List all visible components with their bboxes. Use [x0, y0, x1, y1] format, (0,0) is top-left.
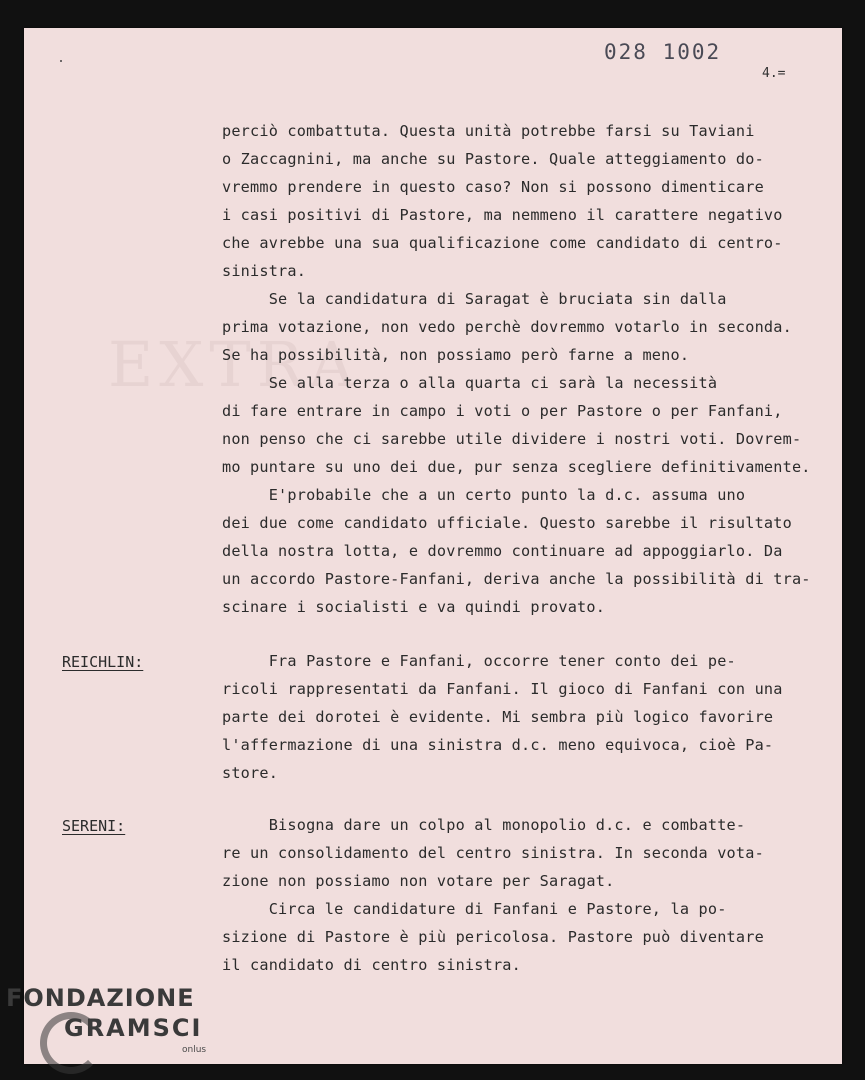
logo-suffix: onlus [182, 1045, 207, 1055]
text-line: scinare i socialisti e va quindi provato. [222, 598, 606, 616]
text-line: l'affermazione di una sinistra d.c. meno equivoca, cioè Pa- [222, 736, 774, 754]
faded-stamp: EXTRA [108, 328, 361, 401]
text-line: della nostra lotta, e dovremmo continuare ad appoggiarlo. Da [222, 542, 783, 560]
text-line: Se ha possibilità, non possiamo però farne a meno. [222, 346, 690, 364]
text-line: di fare entrare in campo i voti o per Pastore o per Fanfani, [222, 402, 783, 420]
speaker-reichlin: REICHLIN: [62, 653, 144, 671]
text-line: sizione di Pastore è più pericolosa. Pastore può diventare [222, 928, 764, 946]
page-number: 4.= [762, 66, 786, 81]
logo-ring-icon [40, 1012, 102, 1074]
text-line: sinistra. [222, 262, 307, 280]
text-line: Se alla terza o alla quarta ci sarà la necessità [222, 374, 718, 392]
text-line: Se la candidatura di Saragat è bruciata sin dalla [222, 290, 727, 308]
text-line: parte dei dorotei è evidente. Mi sembra più logico favorire [222, 708, 774, 726]
text-line: prima votazione, non vedo perchè dovremmo votarlo in seconda. [222, 318, 792, 336]
text-line: il candidato di centro sinistra. [222, 956, 521, 974]
archive-number: 028 1002 [604, 40, 722, 64]
text-line: che avrebbe una sua qualificazione come candidato di centro- [222, 234, 783, 252]
text-line: Fra Pastore e Fanfani, occorre tener conto dei pe- [222, 652, 736, 670]
speaker-sereni: SERENI: [62, 817, 126, 835]
text-line: i casi positivi di Pastore, ma nemmeno il carattere negativo [222, 206, 783, 224]
text-line: vremmo prendere in questo caso? Non si possono dimenticare [222, 178, 764, 196]
text-line: perciò combattuta. Questa unità potrebbe farsi su Taviani [222, 122, 755, 140]
fondazione-gramsci-logo [6, 984, 207, 1055]
text-line: o Zaccagnini, ma anche su Pastore. Quale atteggiamento do- [222, 150, 764, 168]
text-line: un accordo Pastore-Fanfani, deriva anche la possibilità di tra- [222, 570, 811, 588]
ink-dot [60, 60, 62, 62]
logo-line-1: FONDAZIONE [6, 984, 195, 1012]
text-line: re un consolidamento del centro sinistra. In seconda vota- [222, 844, 764, 862]
text-line: zione non possiamo non votare per Saragat. [222, 872, 615, 890]
text-line: dei due come candidato ufficiale. Questo sarebbe il risultato [222, 514, 792, 532]
text-line: store. [222, 764, 279, 782]
logo-line-2: GRAMSCI [64, 1014, 203, 1042]
text-line: non penso che ci sarebbe utile dividere i nostri voti. Dovrem- [222, 430, 802, 448]
text-line: Circa le candidature di Fanfani e Pastore, la po- [222, 900, 727, 918]
text-line: Bisogna dare un colpo al monopolio d.c. e combatte- [222, 816, 746, 834]
text-line: E'probabile che a un certo punto la d.c. assuma uno [222, 486, 746, 504]
text-line: mo puntare su uno dei due, pur senza scegliere definitivamente. [222, 458, 811, 476]
text-line: ricoli rappresentati da Fanfani. Il gioco di Fanfani con una [222, 680, 783, 698]
